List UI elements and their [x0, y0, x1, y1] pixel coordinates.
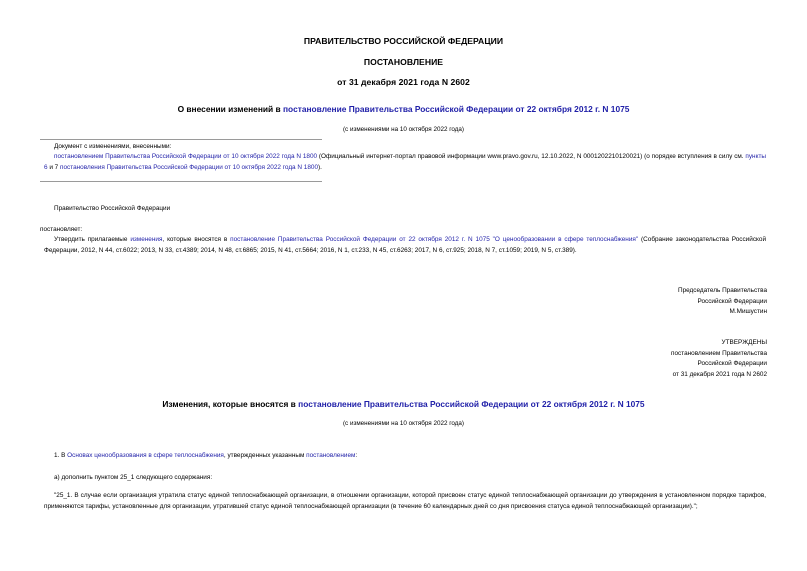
doc-title — [0, 104, 807, 114]
changes-link-1800-2[interactable]: постановления Правительства Российской Федерации от 10 октября 2022 года N 1800 — [60, 163, 318, 171]
item-1: 1. В Основах ценообразования в сфере теплоснабжения, утвержденных указанным постановлением: — [54, 452, 358, 459]
doc-date-number: от 31 декабря 2021 года N 2602 — [337, 77, 470, 87]
signature-position-1: Председатель Правительства — [678, 287, 767, 294]
decrees-word: постановляет: — [40, 226, 83, 233]
item-1-link-basics[interactable]: Основах ценообразования в сфере теплоснабжения — [67, 452, 224, 459]
changes-rule-bottom — [40, 181, 322, 182]
approved-line-4: от 31 декабря 2021 года N 2602 — [672, 370, 767, 378]
doc-title-prefix: О внесении изменений в — [177, 104, 283, 114]
changes-rule-top — [40, 139, 322, 140]
item-1a: а) дополнить пунктом 25_1 следующего содержания: — [54, 474, 213, 481]
approved-block — [507, 338, 767, 380]
quote-paragraph: "25_1. В случае если организация утратила статус единой теплоснабжающей организации, в отношении организации, которой присвоен статус единой теплоснабжающей организации до утверждения в установленном порядке тарифов, применяются тарифы, установленные для организации, утратившей статус единой теплоснабжающей организации (в течение 60 календарных дней со дня присвоения статуса единой теплоснабжающей организации)."; — [44, 492, 766, 510]
approved-line-2: постановлением Правительства — [671, 349, 767, 357]
approve-link-changes[interactable]: изменения — [130, 236, 163, 243]
changes-link-items6[interactable]: пункты 6 — [44, 153, 766, 171]
changes-title-prefix: Изменения, которые вносятся в — [162, 399, 299, 409]
changes-text-2: и 7 — [47, 163, 61, 171]
changes-title — [0, 399, 807, 409]
approved-line-1: УТВЕРЖДЕНЫ — [721, 339, 767, 346]
signature-name: М.Мишустин — [729, 308, 767, 315]
government-line: Правительство Российской Федерации — [54, 205, 171, 212]
changes-list — [44, 152, 766, 173]
edition-note: (с изменениями на 10 октября 2022 года) — [342, 126, 465, 133]
approved-line-3: Российской Федерации — [697, 360, 767, 367]
item-1-link-decree[interactable]: постановлением — [306, 452, 356, 459]
changes-text-1: (Официальный интернет-портал правовой информации www.pravo.gov.ru, 12.10.2022, N 0001202210120021) (о порядке вступления в силу см. — [317, 153, 746, 160]
signature-block — [507, 286, 767, 318]
changes-intro: Документ с изменениями, внесенными: — [54, 143, 172, 150]
doc-type: ПОСТАНОВЛЕНИЕ — [363, 57, 444, 67]
changes-link-1800[interactable]: постановлением Правительства Российской Федерации от 10 октября 2022 года N 1800 — [54, 153, 318, 160]
changes-edition-note: (с изменениями на 10 октября 2022 года) — [342, 420, 465, 427]
government-header: ПРАВИТЕЛЬСТВО РОССИЙСКОЙ ФЕДЕРАЦИИ — [303, 36, 504, 46]
changes-title-link[interactable]: постановление Правительства Российской Федерации от 22 октября 2012 г. N 1075 — [298, 399, 645, 409]
approve-paragraph: Утвердить прилагаемые изменения, которые вносятся в постановление Правительства Российской Федерации от 22 октября 2012 г. N 1075 "О ценообразовании в сфере теплоснабжения" (Собрание законодательства Российской Федерации, 2012, N 44, ст.6022; 2013, N 33, ст.4389; 2014, N 48, ст.6865; 2015, N 41, ст.5664; 2016, N 1, ст.233, N 45, ст.6263; 2017, N 6, ст.925; 2018, N 7, ст.1059; 2019, N 5, ст.389). — [44, 236, 767, 254]
signature-position-2: Российской Федерации — [697, 297, 767, 305]
doc-title-link[interactable]: постановление Правительства Российской Федерации от 22 октября 2012 г. N 1075 — [283, 104, 630, 114]
approve-link-title[interactable]: "О ценообразовании в сфере теплоснабжения" — [492, 236, 639, 243]
approve-link-1075[interactable]: постановление Правительства Российской Федерации от 22 октября 2012 г. N 1075 — [230, 236, 490, 243]
changes-text-3: ). — [318, 163, 322, 171]
